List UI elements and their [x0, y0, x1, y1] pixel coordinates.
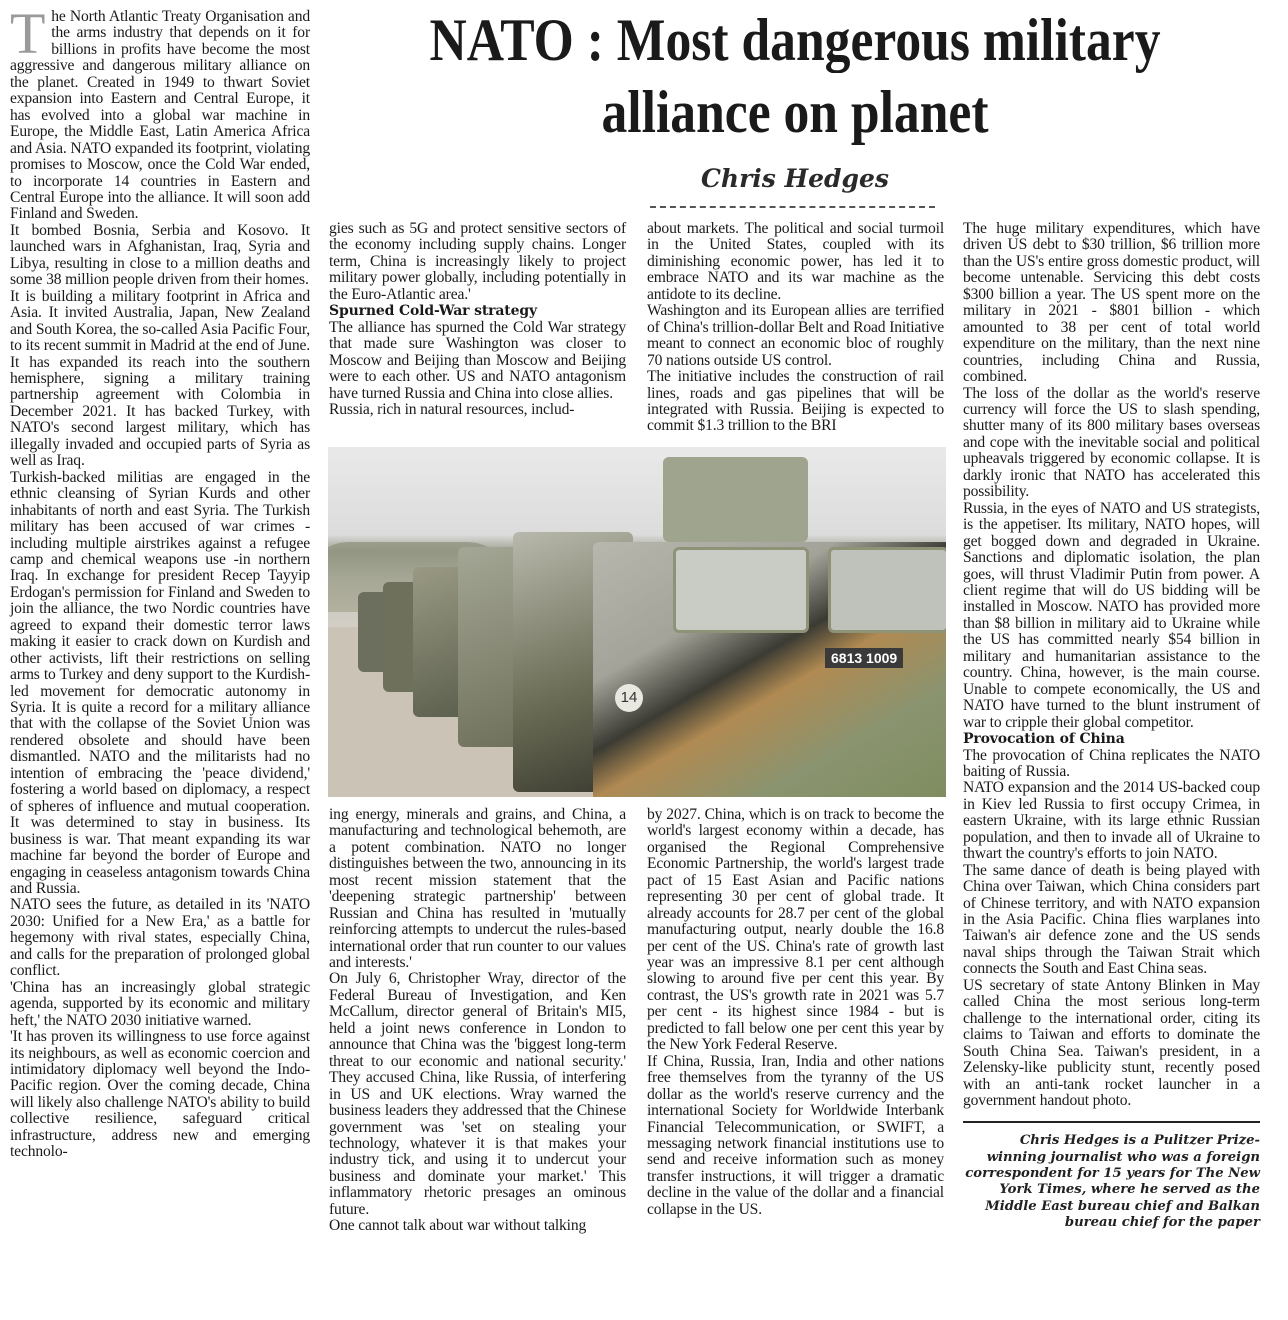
subheading: Spurned Cold-War strategy	[329, 303, 538, 320]
column-3-top	[647, 221, 944, 435]
windshield	[673, 547, 809, 633]
paragraph: It bombed Bosnia, Serbia and Kosovo. It launched wars in Afghanistan, Iraq, Syria and Libya, resulting in close to a million deaths and some 38 million people driven from their homes.	[10, 221, 310, 289]
author-bio: Chris Hedges is a Pulitzer Prize-winning journalist who was a foreign correspondent for 15 years for The New York Times, where he served as the Middle East bureau chief and Balkan bureau chief for the paper	[963, 1121, 1260, 1231]
column-3-bottom	[647, 807, 944, 1218]
paragraph: The huge military expenditures, which have driven US debt to $30 trillion, $6 trillion more than the US's entire gross domestic product, will become untenable. Servicing this debt costs $300 billion a year. The US spent more on the military in 2021 - $801 billion - which amounted to 38 per cent of total world expenditure on the military, than the next nine countries, including China and Russia, combined.	[963, 220, 1260, 386]
dashed-divider	[650, 206, 935, 208]
paragraph: On July 6, Christopher Wray, director of the Federal Bureau of Investigation, and Ken McCallum, director general of Britain's MI5, held a joint news conference in London to announce that China was the 'biggest long-term threat to our economic and national security.' They accused China, like Russia, of interfering in US and UK elections. Wray warned the business leaders they addressed that the Chinese government was 'set on stealing your technology, whatever it is that makes your industry tick, and using it to undercut your business and dominate your market.' This inflammatory rhetoric presages an ominous future.	[329, 970, 626, 1218]
byline: Chris Hedges	[701, 164, 889, 193]
windshield	[828, 547, 946, 633]
vehicle-number: 14	[615, 684, 643, 712]
license-plate: 6813 1009	[825, 648, 903, 668]
paragraph: NATO sees the future, as detailed in its 'NATO 2030: Unified for a New Era,' as a battle for hegemony with rival states, especially China, and calls for the preparation of prolonged global conflict.	[10, 896, 310, 980]
paragraph: The same dance of death is being played with China over Taiwan, which China considers part of Chinese territory, and with NATO expansion in the Asia Pacific. China flies warplanes into Taiwan's air defence zone and the US sends naval ships through the Taiwan Strait which connects the South and East China seas.	[963, 861, 1260, 978]
paragraph: NATO expansion and the 2014 US-backed coup in Kiev led Russia to first occupy Crimea, in eastern Ukraine, with its large ethnic Russian population, and then to invade all of Ukraine to thwart the country's efforts to join NATO.	[963, 779, 1260, 863]
column-2-top	[329, 221, 626, 418]
paragraph: One cannot talk about war without talking	[329, 1217, 587, 1235]
middle-top-row	[329, 221, 944, 435]
armored-vehicles-photo	[328, 447, 946, 797]
headline-line-2: alliance on planet	[601, 79, 989, 145]
paragraph: The alliance has spurned the Cold War strategy that made sure Washington was closer to Moscow and Beijing than Moscow and Beijing were to each other. US and NATO antagonism have turned Russia and China into close allies.	[329, 318, 626, 402]
drop-cap: T	[10, 1, 46, 66]
paragraph: gies such as 5G and protect sensitive sectors of the economy including supply chains. Longer term, China is increasingly likely to project military power globally, including potentially in the Euro-Atlantic area.'	[329, 220, 626, 303]
headline	[330, 4, 1260, 148]
paragraph: Russia, in the eyes of NATO and US strategists, is the appetiser. Its military, NATO hopes, will get bogged down and degraded in Ukraine. Sanctions and diplomatic isolation, the plan goes, will thrust Vladimir Putin from power. A client regime that will do US bidding will be installed in Moscow. NATO has provided more than $8 billion in military aid to Ukraine while the US has committed nearly $54 billion in military and humanitarian assistance to the country. China, however, is the main course. Unable to compete economically, the US and NATO have turned to the blunt instrument of war to cripple their global competitor.	[963, 499, 1260, 731]
paragraph: It is building a military footprint in Africa and Asia. It invited Australia, Japan, New Zealand and South Korea, the so-called Asia Pacific Four, to its recent summit in Madrid at the end of June. It has expanded its reach into the southern hemisphere, signing a military training partnership agreement with Colombia in December 2021. It has backed Turkey, with NATO's second largest military, which has illegally invaded and occupied parts of Syria as well as Iraq.	[10, 287, 310, 470]
column-2-bottom	[329, 807, 626, 1235]
paragraph: 'China has an increasingly global strategic agenda, supported by its economic and military heft,' the NATO 2030 initiative warned.	[10, 978, 310, 1029]
column-4	[963, 221, 1260, 1109]
turret	[663, 457, 808, 542]
paragraph: Russia, rich in natural resources, includ-	[329, 400, 575, 418]
paragraph: by 2027. China, which is on track to become the world's largest economy within a decade, has organised the Regional Comprehensive Economic Partnership, the world's largest trade pact of 15 East Asian and Pacific nations representing 30 per cent of global trade. It already accounts for 28.7 per cent of the global manufacturing output, nearly double the 16.8 per cent of the US. China's rate of growth last year was an impressive 8.1 per cent although slowing to around five per cent this year. By contrast, the US's growth rate in 2021 was 5.7 per cent - its highest since 1984 - but is predicted to fall below one per cent this year by the New York Federal Reserve.	[647, 805, 944, 1054]
right-column	[963, 221, 1260, 1231]
paragraph: about markets. The political and social turmoil in the United States, coupled with its diminishing economic power, has led it to embrace NATO and its war machine as the antidote to its decline.	[647, 220, 944, 303]
middle-columns	[329, 221, 944, 1235]
paragraph: The provocation of China replicates the NATO baiting of Russia.	[963, 746, 1260, 780]
paragraph: If China, Russia, Iran, India and other nations free themselves from the tyranny of the US dollar as the world's reserve currency and the international Society for Worldwide Interbank Financial Telecommunication, or SWIFT, a messaging network financial institutions use to send and receive information such as money transfer instructions, it will trigger a dramatic decline in the value of the dollar and a financial collapse in the US.	[647, 1052, 944, 1218]
paragraph: US secretary of state Antony Blinken in May called China the most serious long-term challenge to the international order, citing its claims to Taiwan and efforts to dominate the South China Sea. Taiwan's president, in a Zelensky-like publicity stunt, recently posed with an anti-tank rocket launcher in a government handout photo.	[963, 976, 1260, 1110]
column-1	[10, 1, 311, 1161]
subheading: Provocation of China	[963, 731, 1125, 748]
headline-line-1: NATO : Most dangerous military	[429, 7, 1161, 73]
paragraph: The loss of the dollar as the world's reserve currency will force the US to slash spending, shutter many of its 800 military bases overseas and cope with the inevitable social and political upheavals triggered by economic collapse. It is darkly ironic that NATO has accelerated this possibility.	[963, 384, 1260, 501]
middle-bottom-row	[329, 807, 944, 1235]
paragraph: Washington and its European allies are terrified of China's trillion-dollar Belt and Road Initiative meant to connect an economic bloc of roughly 70 nations outside US control.	[647, 302, 944, 369]
paragraph: 'It has proven its willingness to use force against its neighbours, as well as economic coercion and intimidatory diplomacy well beyond the Indo-Pacific region. Over the coming decade, China will likely also challenge NATO's ability to build collective resilience, safeguard critical infrastructure, address new and emerging technolo-	[10, 1028, 310, 1161]
paragraph: Turkish-backed militias are engaged in the ethnic cleansing of Syrian Kurds and other inhabitants of north and east Syria. The Turkish military has been accused of war crimes - including multiple airstrikes against a refugee camp and chemical weapons use -in northern Iraq. In exchange for president Recep Tayyip Erdogan's permission for Finland and Sweden to join the alliance, the two Nordic countries have agreed to expand their domestic terror laws making it easier to crack down on Kurdish and other activists, lift their restrictions on selling arms to Turkey and deny support to the Kurdish-led movement for democratic autonomy in Syria. It is quite a record for a military alliance that with the collapse of the Soviet Union was rendered obsolete and should have been dismantled. NATO and the militarists had no intention of embracing the 'peace dividend,' fostering a world based on diplomacy, a respect of spheres of influence and mutual cooperation. It was determined to stay in business. Its business is war. That meant expanding its war machine far beyond the border of Europe and engaging in ceaseless antagonism towards China and Russia.	[10, 468, 310, 898]
paragraph: The initiative includes the construction of rail lines, roads and gas pipelines that will be integrated with Russia. Beijing is expected to commit $1.3 trillion to the BRI	[647, 368, 944, 435]
paragraph: ing energy, minerals and grains, and China, a manufacturing and technological behemoth, are a potent combination. NATO no longer distinguishes between the two, announcing in its most recent mission statement that the 'deepening strategic partnership' between Russian and China has resulted in 'mutually reinforcing attempts to undercut the rules-based international order that run counter to our values and interests.'	[329, 805, 626, 971]
paragraph: The North Atlantic Treaty Organisation and the arms industry that depends on it for billions in profits have become the most aggressive and dangerous military alliance on the planet. Created in 1949 to thwart Soviet expansion into Eastern and Central Europe, it has evolved into a global war machine in Europe, the Middle East, Latin America Africa and Asia. NATO expanded its footprint, violating promises to Moscow, once the Cold War ended, to incorporate 14 countries in Eastern and Central Europe into the alliance. It will soon add Finland and Sweden.	[10, 1, 311, 223]
